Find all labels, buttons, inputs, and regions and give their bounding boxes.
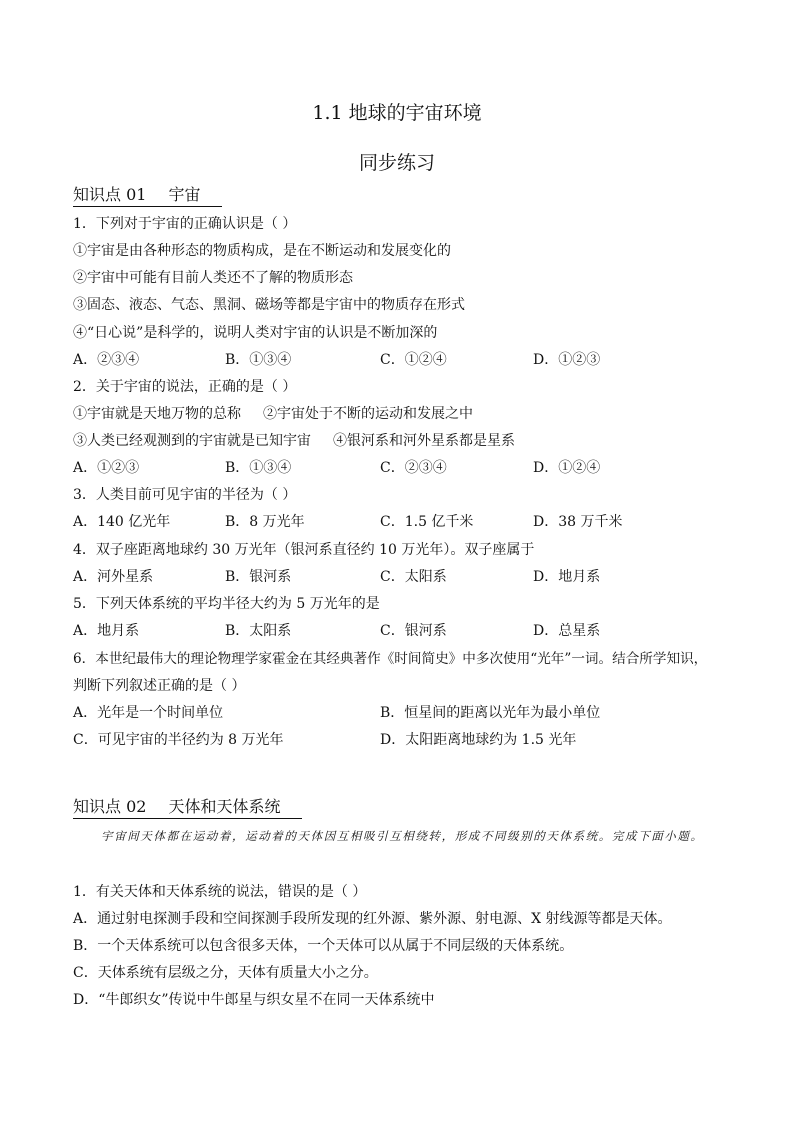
section-2-label: 知识点 02 — [73, 797, 147, 816]
question-2-statement-1: ①宇宙就是天地万物的总称 — [73, 406, 241, 422]
question-2-statements-2 — [73, 432, 515, 450]
question-1-statement-1: ①宇宙是由各种形态的物质构成，是在不断运动和发展变化的 — [73, 243, 451, 259]
question-3-options — [73, 513, 723, 531]
option-b[interactable]: B．8 万光年 — [225, 514, 305, 530]
question-5-stem: 5．下列天体系统的平均半径大约为 5 万光年的是 — [73, 596, 380, 612]
section-2-option-a[interactable]: A．通过射电探测手段和空间探测手段所发现的红外源、紫外源、射电源、X 射线源等都是天体。 — [73, 911, 672, 927]
question-6-options-row-1 — [73, 704, 723, 722]
option-a[interactable]: A．河外星系 — [73, 569, 154, 585]
question-4-options — [73, 568, 723, 586]
section-heading-1 — [73, 182, 222, 207]
section-2-text: 天体和天体系统 — [168, 797, 281, 816]
option-d[interactable]: D．①②③ — [533, 352, 601, 368]
question-1-statement-2: ②宇宙中可能有目前人类还不了解的物质形态 — [73, 270, 353, 286]
section-2-option-b[interactable]: B．一个天体系统可以包含很多天体，一个天体可以从属于不同层级的天体系统。 — [73, 938, 574, 954]
option-b[interactable]: B．①③④ — [225, 352, 292, 368]
question-1-statement-3: ③固态、液态、气态、黑洞、磁场等都是宇宙中的物质存在形式 — [73, 297, 465, 313]
question-5-options — [73, 622, 723, 640]
option-b[interactable]: B．太阳系 — [225, 623, 292, 639]
question-1-statement-4: ④“日心说”是科学的，说明人类对宇宙的认识是不断加深的 — [73, 325, 438, 341]
option-c[interactable]: C．②③④ — [380, 460, 447, 476]
question-2-stem: 2．关于宇宙的说法，正确的是（ ） — [73, 379, 297, 395]
option-d[interactable]: D．地月系 — [533, 569, 601, 585]
option-c[interactable]: C．太阳系 — [380, 569, 447, 585]
option-b[interactable]: B．①③④ — [225, 460, 292, 476]
section-heading-2 — [73, 794, 302, 819]
section-2-option-c[interactable]: C．天体系统有层级之分，天体有质量大小之分。 — [73, 965, 378, 981]
option-a[interactable]: A．140 亿光年 — [73, 514, 171, 530]
question-2-statements-1 — [73, 405, 473, 423]
question-3-stem: 3．人类目前可见宇宙的半径为（ ） — [73, 487, 297, 503]
document-title: 1.1 地球的宇宙环境 — [312, 102, 482, 124]
question-2-options — [73, 459, 723, 477]
question-2-statement-4: ④银河系和河外星系都是星系 — [333, 433, 515, 449]
option-c[interactable]: C．①②④ — [380, 352, 447, 368]
question-6-options-row-2 — [73, 731, 723, 749]
question-6-stem-line-1: 6．本世纪最伟大的理论物理学家霍金在其经典著作《时间简史》中多次使用“光年”一词。结合所学知识， — [73, 651, 708, 667]
option-a[interactable]: A．光年是一个时间单位 — [73, 705, 224, 721]
option-a[interactable]: A．①②③ — [73, 460, 140, 476]
option-d[interactable]: D．总星系 — [533, 623, 601, 639]
option-d[interactable]: D．太阳距离地球约为 1.5 光年 — [380, 732, 577, 748]
option-d[interactable]: D．38 万千米 — [533, 514, 623, 530]
section-2-intro: 宇宙间天体都在运动着，运动着的天体因互相吸引互相绕转，形成不同级别的天体系统。完成下面小题。 — [101, 829, 704, 843]
option-d[interactable]: D．①②④ — [533, 460, 601, 476]
document-subtitle: 同步练习 — [358, 152, 435, 174]
section-2-option-d[interactable]: D．“牛郎织女”传说中牛郎星与织女星不在同一天体系统中 — [73, 992, 435, 1008]
option-c[interactable]: C．1.5 亿千米 — [380, 514, 474, 530]
section-2-question-1-stem: 1．有关天体和天体系统的说法，错误的是（ ） — [73, 884, 367, 900]
question-4-stem: 4．双子座距离地球约 30 万光年（银河系直径约 10 万光年）。双子座属于 — [73, 542, 535, 558]
question-1-stem: 1．下列对于宇宙的正确认识是（ ） — [73, 216, 297, 232]
question-2-statement-3: ③人类已经观测到的宇宙就是已知宇宙 — [73, 433, 311, 449]
option-b[interactable]: B．恒星间的距离以光年为最小单位 — [380, 705, 601, 721]
question-6-stem-line-2: 判断下列叙述正确的是（ ） — [73, 678, 246, 694]
option-a[interactable]: A．②③④ — [73, 352, 140, 368]
option-a[interactable]: A．地月系 — [73, 623, 140, 639]
section-1-label: 知识点 01 — [73, 185, 147, 204]
section-1-text: 宇宙 — [168, 185, 201, 204]
option-c[interactable]: C．可见宇宙的半径约为 8 万光年 — [73, 732, 284, 748]
option-c[interactable]: C．银河系 — [380, 623, 447, 639]
question-2-statement-2: ②宇宙处于不断的运动和发展之中 — [263, 406, 473, 422]
option-b[interactable]: B．银河系 — [225, 569, 292, 585]
question-1-options — [73, 351, 723, 369]
